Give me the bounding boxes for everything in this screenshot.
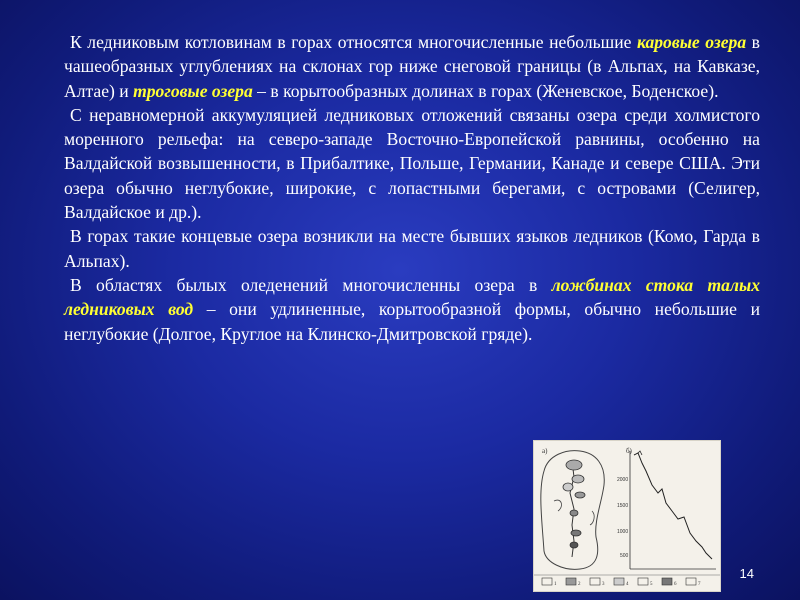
text-run: С неравномерной аккумуляцией ледниковых отложений связаны озера среди холмистого моренного рельефа: на северо-западе Восточно-Европейской равнины, особенно на Валдайской возвышенности, в Прибалтике, Польше, Германии, Канаде и севере США. Эти озера обычно неглубокие, широкие, с лопастными берегами, с островами (Селигер, Валдайское и др.). <box>64 104 760 223</box>
paragraph <box>64 103 760 224</box>
highlighted-term: ложбинах стока талых ледниковых вод <box>64 274 760 320</box>
paragraph <box>64 273 760 346</box>
page-number: 14 <box>739 566 754 581</box>
legend-number: 4 <box>626 582 629 587</box>
legend-number: 5 <box>650 582 653 587</box>
y-tick: 1000 <box>617 529 629 535</box>
y-tick: 500 <box>620 553 629 559</box>
paragraph <box>64 224 760 273</box>
legend-number: 7 <box>698 582 701 587</box>
text-run: В областях былых оледенений многочисленны озера в <box>70 274 552 295</box>
text-run: в чашеобразных углублениях на склонах гор ниже снеговой границы (в Альпах, на Кавказе, Алтае) и <box>64 32 760 101</box>
text-run: В горах такие концевые озера возникли на месте бывших языков ледников (Комо, Гарда в Альпах). <box>64 226 760 271</box>
text-run: К ледниковым котловинам в горах относятся многочисленные небольшие <box>70 32 637 52</box>
text-run: – в корытообразных долинах в горах (Женевское, Боденское). <box>252 80 719 101</box>
glacial-lakes-figure <box>533 440 721 592</box>
highlighted-term: каровые озера <box>636 32 747 52</box>
legend-number: 3 <box>602 582 605 587</box>
text-run: – они удлиненные, корытообразной формы, обычно небольшие и неглубокие (Долгое, Круглое на Клинско-Дмитровской гряде). <box>64 299 760 344</box>
y-tick: 2000 <box>617 477 629 483</box>
y-tick: 1500 <box>617 503 629 509</box>
slide-body-text <box>64 30 760 346</box>
panel-a-label: а) <box>542 447 548 455</box>
legend-number: 1 <box>554 582 557 587</box>
highlighted-term: троговые озера <box>133 80 253 101</box>
paragraph <box>64 30 760 103</box>
figure-image <box>534 441 720 591</box>
legend-number: 6 <box>674 582 677 587</box>
legend-number: 2 <box>578 582 581 587</box>
panel-b-label: б) <box>626 447 632 455</box>
